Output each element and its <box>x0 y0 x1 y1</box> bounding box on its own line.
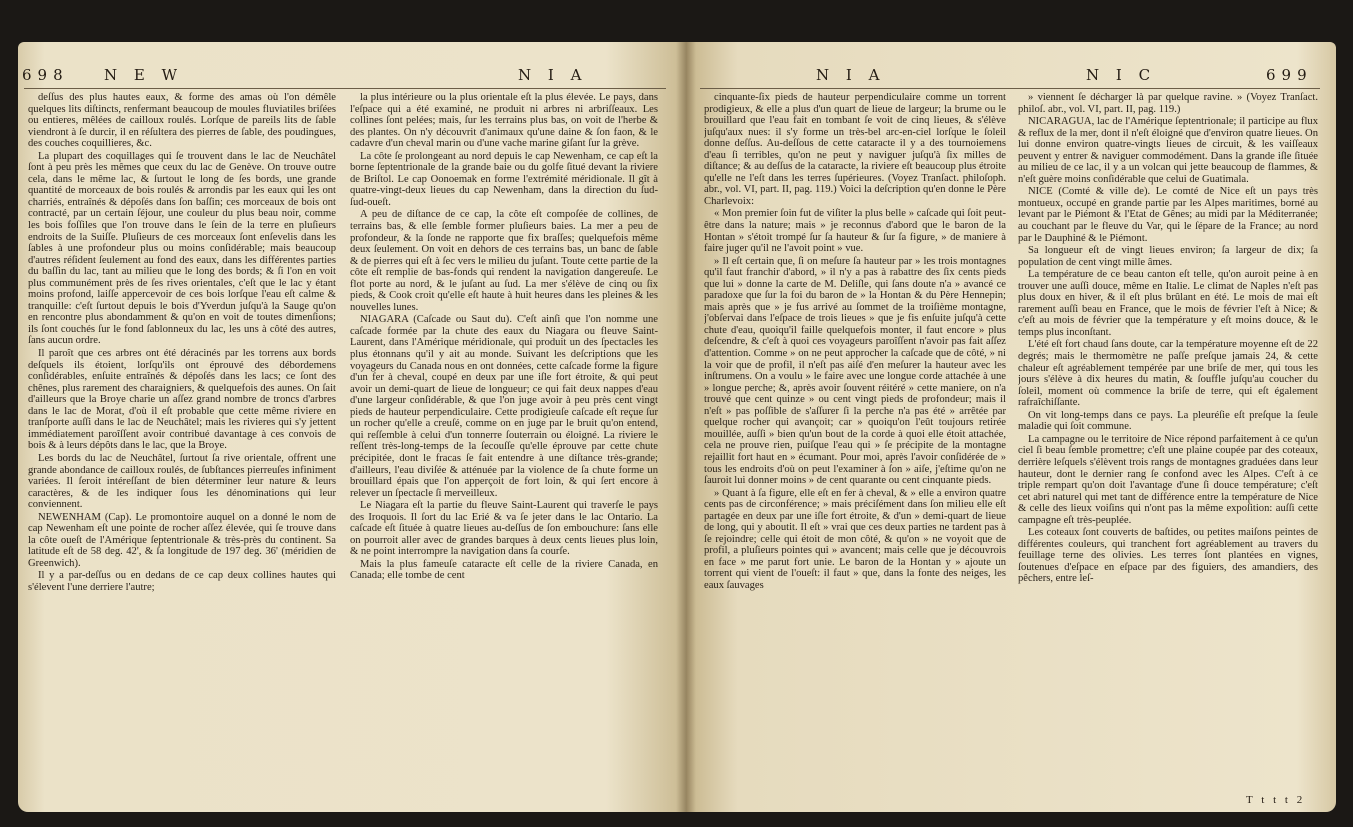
paragraph: « Mon premier ſoin fut de viſiter la plus belle » caſcade qui ſoit peut-être dans la nature; mais » je reconnus d'abord que le baron de la Hontan » s'étoit trompé ſur ſa hauteur & ſur ſa figure, » de maniere à faire juger qu'il ne l'avoit point » vue. <box>704 208 1006 255</box>
paragraph: Le Niagara eſt la partie du fleuve Saint-Laurent qui traverſe le pays des Iroquois. Il ſort du lac Erié & va ſe jeter dans le lac Ontario. La caſcade eſt ſituée à quatre lieues au-deſſus de ſon embouchure: ſans elle on pourroit aller avec de grandes barques à deux cents lieues plus loin, & ne point interrompre la navigation dans ſa courſe. <box>350 500 658 558</box>
paragraph: NICARAGUA, lac de l'Amérique ſeptentrionale; il participe au flux & reflux de la mer, dont il n'eſt éloigné que d'environ quatre lieues. On lui donne environ quatre-vingts lieues de circuit, & les vaiſſeaux peuvent y entrer & naviguer commodément. Dans la grande iſle ſituée au milieu de ce lac, il y a un volcan qui jette beaucoup de flammes, & n'eſt guère moins conſidérable que celui de Guatimala. <box>1018 116 1318 185</box>
paragraph: Les bords du lac de Neuchâtel, ſurtout ſa rive orientale, offrent une grande abondance de cailloux roulés, de ſubſtances pierreuſes infiniment variées. Il ſeroit intéreſſant de bien déterminer leur nature & leurs caractères, & de les indiquer ſous les dénominations qui leur conviennent. <box>28 452 336 511</box>
right-page-number: 699 <box>1266 66 1313 84</box>
paragraph: la plus intérieure ou la plus orientale eſt la plus élevée. Le pays, dans l'eſpace qui a été examiné, ne produit ni arbres ni arbriſſeaux. Les collines ſont pelées; mais, ſur les terrains plus bas, on voit de l'herbe & des plantes. On n'y découvrit d'animaux qu'une daine & ſon faon, & le cadavre d'un cheval marin ou d'une vache marine giſant ſur la grève. <box>350 92 658 150</box>
paragraph: Il y a par-deſſus ou en dedans de ce cap deux collines hautes qui s'élevent l'une derriere l'autre; <box>28 570 336 593</box>
paragraph: La côte ſe prolongeant au nord depuis le cap Newenham, ce cap eſt la borne ſeptentrionale de la grande baie ou du golfe ſitué devant la riviere de Briſtol. Le cap Oonoemak en forme l'extrémité méridionale. Il gît à quatre-vingt-deux lieues du cap Newenham, dans la direction du ſud-ſud-oueſt. <box>350 150 658 208</box>
left-running-head-left: N E W <box>104 66 184 84</box>
right-header-rule <box>700 88 1320 89</box>
paragraph: deſſus des plus hautes eaux, & forme des amas où l'on démêle quelques lits diſtincts, renfermant beaucoup de moules fluviatiles briſées ou entieres, mêlées de cailloux roulés. Lorſque de pareils lits de ſable viendront à ſe durcir, il en réſultera des pierres de ſable, des poudingues, des couches coquillieres, &c. <box>28 92 336 150</box>
paragraph: Mais la plus fameuſe cataracte eſt celle de la riviere Canada, en Canada; elle tombe de cent <box>350 558 658 582</box>
left-page <box>18 42 686 812</box>
right-column-1 <box>704 92 1006 800</box>
right-column-2 <box>1018 92 1318 800</box>
paragraph: » Il eſt certain que, ſi on meſure ſa hauteur par » les trois montagnes qu'il faut franchir d'abord, » il n'y a pas à rabattre des ſix cents pieds que lui » donne la carte de M. Deliſle, qui ſans doute n'a » avancé ce paradoxe que ſur la foi du baron de » la Hontan & du Père Hennepin; mais après que » je fus arrivé au ſommet de la troiſième montagne, j'obſervai dans l'eſpace de trois lieues » que je fis enſuite juſqu'à cette chute d'eau, quoiqu'il faille quelquefois monter, il faut encore » plus deſcendre, & c'eſt à quoi ces voyageurs paroîſſent n'avoir pas fait aſſez d'attention. Comme » on ne peut approcher la caſcade que de côté, » ni la voir que de profil, il n'eſt pas aiſé d'en meſurer la hauteur avec les inſtrumens. On a voulu » le faire avec une longue corde attachée à une » longue perche; &, après avoir ſouvent réitéré » cette maniere, on n'a trouvé que cent quinze » ou cent vingt pieds de profondeur; mais il n'eſt » pas poſſible de s'aſſurer ſi la perche n'a pas été » arrêtée par quelque rocher qui avançoit; car » quoiqu'on l'eût toujours retirée mouillée, auſſi » bien qu'un bout de la corde à quoi elle étoit attachée, cela ne prouve rien, puiſque l'eau qui » ſe précipite de la montagne rejaillit fort haut en » écumant. Pour moi, après l'avoir conſidérée de » tous les endroits d'où on peut l'examiner à ſon » aiſe, j'eſtime qu'on ne ſauroit lui donner moins » de cent quarante ou cent cinquante pieds. <box>704 255 1006 487</box>
right-running-head-right: N I C <box>1086 66 1157 84</box>
left-running-head-right: N I A <box>518 66 588 84</box>
paragraph: Sa longueur eſt de vingt lieues environ; ſa largeur de dix; ſa population de cent vingt mille âmes. <box>1018 245 1318 268</box>
paragraph: A peu de diſtance de ce cap, la côte eſt compoſée de collines, de terrains bas, & elle ſemble former pluſieurs baies. La mer a peu de profondeur, & la ſonde ne rapporte que fix braſſes; quelquefois même deux ſeulement. On voit en dehors de ces terrains bas, un banc de ſable & de pierres qui eſt à ſec vers le milieu du juſant. Toute cette partie de la côte eſt remplie de bas-fonds qui rendent la navigation dangereuſe. Le flot porte au nord, & le juſant au ſud. La mer s'élève de cinq ou ſix pieds, & Cook croit qu'elle eſt haute à huit heures dans les pleines & les nouvelles lunes. <box>350 209 658 313</box>
paragraph: La température de ce beau canton eſt telle, qu'on auroit peine à en trouver une auſſi douce, même en Italie. Le climat de Naples n'eſt pas plus doux en hiver, & il eſt plus brûlant en été. Le mois de mai eſt rarement auſſi beau en France, que le mois de février l'eſt à Nice; & c'eſt au mois de février que la température y eſt moins douce, & le temps plus inconſtant. <box>1018 269 1318 338</box>
paragraph: » viennent ſe décharger là par quelque ravine. » (Voyez Tranſact. philoſ. abr., vol. VI, part. II, pag. 119.) <box>1018 92 1318 115</box>
paragraph: L'été eſt fort chaud ſans doute, car la température moyenne eſt de 22 degrés; mais le thermomètre ne paſſe preſque jamais 24, & cette chaleur eſt agréablement tempérée par une briſe de mer, qui tous les jours s'élève à dix heures du matin, & ſouffle juſqu'au coucher du ſoleil, moment où commence la briſe de terre, qui eſt également rafraîchiſſante. <box>1018 339 1318 409</box>
left-page-number: 698 <box>22 66 69 84</box>
left-column-1 <box>28 92 336 800</box>
paragraph: NICE (Comté & ville de). Le comté de Nice eſt un pays très montueux, occupé en grande partie par les Alpes maritimes, borné au levant par le Piémont & l'Etat de Gênes; au midi par la Méditerranée; au couchant par le fleuve du Var, qui le ſépare de la France; au nord par le Dauphiné & le Piémont. <box>1018 186 1318 244</box>
left-header-rule <box>24 88 666 89</box>
right-running-head-left: N I A <box>816 66 886 84</box>
left-column-2 <box>350 92 658 800</box>
paragraph: NEWENHAM (Cap). Le promontoire auquel on a donné le nom de cap Newenham eſt une pointe de rocher aſſez élevée, qui ſe trouve dans la côte oueſt de l'Amérique ſeptentrionale & très-près du continent. Sa latitude eſt de 58 deg. 42', & ſa longitude de 197 deg. 36' (méridien de Greenwich). <box>28 511 336 569</box>
paragraph: La campagne ou le territoire de Nice répond parfaitement à ce qu'un ciel ſi beau ſemble promettre; c'eſt une plaine coupée par des coteaux, derrière leſquels s'élèvent trois rangs de montagnes graduées dans leur hauteur, dont le dernier rang ſe confond avec les Alpes. C'eſt à ce triple rempart qu'on doit l'avantage d'une ſi douce température; c'eſt cet abri naturel qui met tant de différence entre la température de Nice & celle des lieux voiſins qui n'ont pas la même expoſition: auſſi cette campagne eſt très-peuplée. <box>1018 433 1318 526</box>
paragraph: cinquante-ſix pieds de hauteur perpendiculaire comme un torrent prodigieux, & elle a plus d'un quart de lieue de largeur; la brume ou le brouillard que l'eau fait en tombant ſe voit de cinq lieues, & s'élève juſqu'aux nues: il s'y forme un très-bel arc-en-ciel lorſque le ſoleil donne deſſus. Au-deſſous de cette cataracte il y a des tournoiemens d'eau ſi terribles, qu'on ne peut y naviguer juſqu'à ſix milles de diſtance; & au deſſus de la cataracte, la riviere eſt beaucoup plus étroite qu'elle ne l'eſt dans les terres ſupérieures. (Voyez Tranſact. philoſoph. abr., vol. VI, part. II, pag. 119.) Voici la deſcription qu'en donne le Père Charlevoix: <box>704 92 1006 207</box>
signature-mark: T t t t 2 <box>1246 794 1306 806</box>
paragraph: Il paroît que ces arbres ont été déracinés par les torrens aux bords deſquels ils étoient, lorſqu'ils ont éprouvé des débordemens conſidérables, enſuite entraînés & dépoſés dans les lacs; ce ſont des chênes, plus rarement des charaigniers, & quelquefois des aunes. On ſait d'ailleurs que la Broye charie un aſſez grand nombre de troncs d'arbres dans le lac de Morat, d'où il eſt probable que cette même riviere en tranſporte auſſi dans le lac de Neuchâtel; mais les rivieres qui s'y jettent immédiatement paroîſſent avoir contribué davantage à ces convois de bois & à leurs dépôts dans le lac, que la Broye. <box>28 348 336 452</box>
book-gutter <box>676 42 696 812</box>
paragraph: On vit long-temps dans ce pays. La pleuréſie eſt preſque la ſeule maladie qui ſoit commune. <box>1018 409 1318 433</box>
paragraph: » Quant à ſa figure, elle eſt en fer à cheval, & » elle a environ quatre cents pas de circonférence; » mais préciſément dans ſon milieu elle eſt partagée en deux par une iſle fort étroite, & d'un » demi-quart de lieue de long, qui y aboutit. Il eſt » vrai que ces deux parties ne tardent pas à ſe rejoindre; celle qui étoit de mon côté, & qu'on » ne voyoit que de profil, a pluſieurs pointes qui » avancent; mais celle que je découvrois en face » me parut fort unie. Le baron de la Hontan y » ajoute un torrent qui vient de l'oueſt: il faut » que, dans la fonte des neiges, les eaux ſauvages <box>704 487 1006 591</box>
paragraph: La plupart des coquillages qui ſe trouvent dans le lac de Neuchâtel ſont à peu près les mêmes que ceux du lac de Genève. On trouve outre cela, dans le même lac, & ſurtout le long de ſes bords, une grande quantité de morceaux de bois roulés & arrondis par les eaux qui les ont charriés, entraînés & dépoſés dans ſon baſſin; ces morceaux de bois ont contracté, par un certain ſéjour, une couleur du plus beau noir, comme les bois foſſiles que l'on trouve dans le ſein de la terre en pluſieurs endroits de la Suiſſe. Pluſieurs de ces morceaux ſont enſevelis dans les ſables à une profondeur plus ou moins conſidérable; mais beaucoup d'autres réſident ſeulement au fond des eaux, dans les différentes parties du baſſin du lac, tant au milieu que le long des bords; & ſi l'on en voit plus communément près de ſes rives orientales, c'eſt que le lac y étant moins profond, laiſſe appercevoir de ces bois lorſque l'eau eſt calme & tranquille: c'eſt ſurtout depuis le bois d'Yverdun juſqu'à la Sauge qu'on en rencontre plus abondamment & qu'on en voit de toutes dimenſions; ils ſont couchés ſur le fond ſablonneux du lac, les uns à côté des autres, ſans aucun ordre. <box>28 150 336 347</box>
paragraph: Les coteaux ſont couverts de baſtides, ou petites maiſons peintes de différentes couleurs, qui tranchent fort agréablement au travers du feuillage terne des olivies. Les terres ſont plantées en vignes, ſoutenues d'eſpace en eſpace par des figuiers, des amandiers, des pêchers, entre leſ- <box>1018 527 1318 585</box>
paragraph: NIAGARA (Caſcade ou Saut du). C'eſt ainſi que l'on nomme une caſcade formée par la chute des eaux du Niagara ou fleuve Saint-Laurent, dans l'Amérique méridionale, qui produit un des ſpectacles les plus étonnans qu'il y ait au monde. Suivant les deſcriptions que les voyageurs du Canada nous en ont données, cette caſcade forme la figure d'un fer à cheval, coupé en deux par une iſle fort étroite, & qui peut avoir un demi-quart de lieue de longueur; ce qui fait deux nappes d'eau d'une largeur conſidérable, & que l'on juge avoir à peu près cent vingt pieds de hauteur perpendiculaire. Cette prodigieuſe caſcade eſt reçue ſur un rocher qu'elle a creuſé, comme on en juge par le bruit qu'on entend, qui reſſemble à celui d'un tonnerre ſouterrain ou éloigné. La riviere le reſſent très-long-temps de la ſecouſſe qu'elle éprouve par cette chute précipitée, dont le fracas ſe fait entendre à une diſtance très-grande; d'ailleurs, l'eau diviſée & atténuée par la violence de ſa chute forme un brouillard épais que l'on apperçoit de fort loin, & qui ſert encore à relever un ſpectacle ſi merveilleux. <box>350 314 658 499</box>
right-page <box>686 42 1336 812</box>
